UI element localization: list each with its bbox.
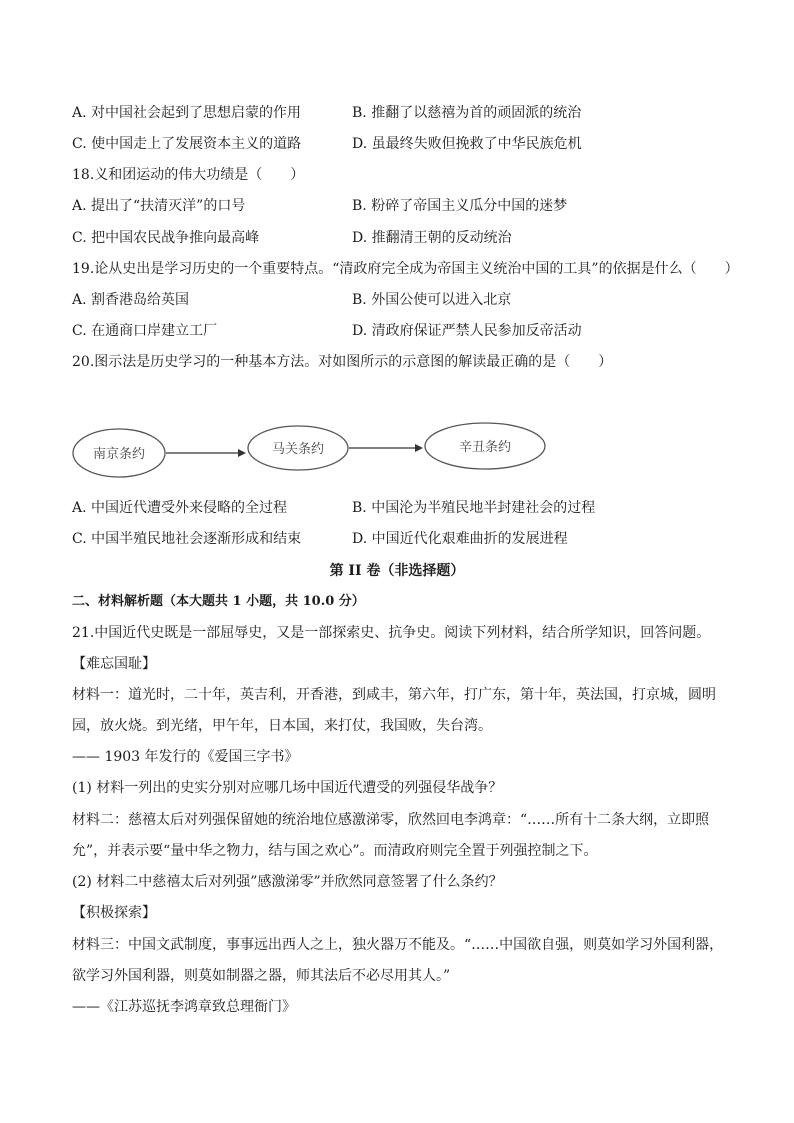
q21-material1-line2: 园，放火烧。到光绪，甲午年，日本国，来打仗，我国败，失台湾。 (72, 718, 492, 734)
q21-material2-line2: 允”，并表示要“量中华之物力，结与国之欢心”。而清政府则完全置于列强控制之下。 (72, 843, 598, 859)
q21-heading-national-humiliation: 【难忘国耻】 (72, 656, 156, 672)
q20-option-a: A. 中国近代遭受外来侵略的全过程 (72, 500, 288, 516)
q18-option-d: D. 推翻清王朝的反动统治 (352, 230, 512, 246)
q18-row-ab (72, 197, 732, 215)
q19-option-c: C. 在通商口岸建立工厂 (72, 323, 218, 339)
q21-material1-line1: 材料一：道光时，二十年，英吉利，开香港，到咸丰，第六年，打广东，第十年，英法国，打京城，圆明 (72, 687, 716, 703)
section-2-title: 第 II 卷（非选择题） (329, 563, 465, 579)
q17-option-c: C. 使中国走上了发展资本主义的道路 (72, 136, 302, 152)
q19-stem: 19.论从史出是学习历史的一个重要特点。“清政府完全成为帝国主义统治中国的工具”的依据是什么（ ） (72, 261, 739, 277)
diagram-label-xinchou: 辛丑条约 (458, 440, 512, 455)
q19-option-a: A. 割香港岛给英国 (72, 292, 190, 308)
q18-stem: 18.义和团运动的伟大功绩是（ ） (72, 167, 305, 183)
diagram-label-nanjing: 南京条约 (92, 447, 146, 462)
q20-option-c: C. 中国半殖民地社会逐渐形成和结束 (72, 531, 302, 547)
q21-subquestion-2: (2) 材料二中慈禧太后对列强”感激涕零”并欣然同意签署了什么条约？ (72, 874, 503, 890)
q19-row-cd (72, 322, 732, 340)
q21-material2-line1: 材料二：慈禧太后对列强保留她的统治地位感激涕零，欣然回电李鸿章：“……所有十二条大纲，立即照 (72, 812, 710, 828)
q21-stem: 21.中国近代史既是一部屈辱史，又是一部探索史、抗争史。阅读下列材料，结合所学知识，回答问题。 (72, 625, 711, 641)
diagram-arrowhead-1 (238, 449, 246, 457)
q20-row-cd (72, 530, 732, 548)
treaty-flow-diagram (72, 415, 552, 485)
q17-option-b: B. 推翻了以慈禧为首的顽固派的统治 (352, 105, 582, 121)
q20-option-b: B. 中国沦为半殖民地半封建社会的过程 (352, 500, 596, 516)
q18-row-cd (72, 229, 732, 247)
q20-stem: 20.图示法是历史学习的一种基本方法。对如图所示的示意图的解读最正确的是（ ） (72, 354, 613, 370)
q21-material3-line2: 欲学习外国利器，则莫如制器之器，师其法后不必尽用其人。” (72, 968, 451, 984)
q17-option-a: A. 对中国社会起到了思想启蒙的作用 (72, 105, 302, 121)
q21-material3-source: ——《江苏巡抚李鸿章致总理衙门》 (72, 999, 296, 1015)
diagram-arrowhead-2 (415, 444, 423, 452)
part-2-heading: 二、材料解析题（本大题共 1 小题，共 10.0 分） (72, 594, 365, 609)
q17-row-ab (72, 104, 732, 122)
q20-option-d: D. 中国近代化艰难曲折的发展进程 (352, 531, 568, 547)
q19-option-b: B. 外国公使可以进入北京 (352, 292, 512, 308)
q18-option-a: A. 提出了“扶清灭洋”的口号 (72, 198, 246, 214)
q18-option-c: C. 把中国农民战争推向最高峰 (72, 230, 260, 246)
q19-row-ab (72, 291, 732, 309)
q18-option-b: B. 粉碎了帝国主义瓜分中国的迷梦 (352, 198, 568, 214)
q21-material1-source: —— 1903 年发行的《爱国三字书》 (72, 749, 299, 765)
q19-option-d: D. 清政府保证严禁人民参加反帝活动 (352, 323, 582, 339)
diagram-label-maguan: 马关条约 (271, 442, 325, 457)
q21-material3-line1: 材料三：中国文武制度，事事远出西人之上，独火器万不能及。“……中国欲自强，则莫如学习外国利器， (72, 937, 724, 953)
q17-option-d: D. 虽最终失败但挽救了中华民族危机 (352, 136, 582, 152)
q20-row-ab (72, 499, 732, 517)
q21-heading-active-exploration: 【积极探索】 (72, 905, 156, 921)
q17-row-cd (72, 135, 732, 153)
q21-subquestion-1: (1) 材料一列出的史实分别对应哪几场中国近代遭受的列强侵华战争？ (72, 780, 503, 796)
